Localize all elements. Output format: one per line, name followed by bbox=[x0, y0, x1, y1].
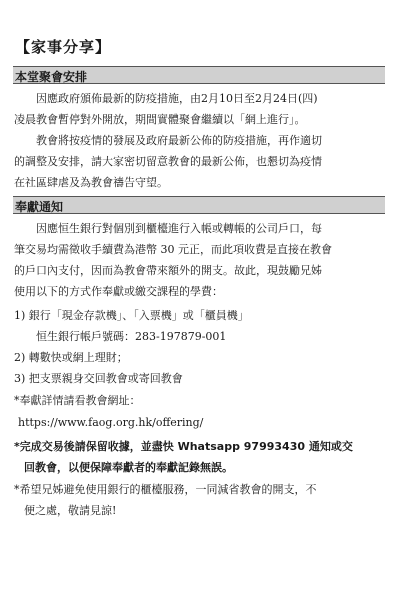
note-line: 便之處，敬請見諒! bbox=[24, 504, 117, 517]
payment-method-item: 1) 銀行「現金存款機」、「入票機」或「櫃員機」 bbox=[14, 309, 249, 322]
payment-method-item: 2) 轉數快或網上理財； bbox=[14, 351, 128, 364]
paragraph-line: 因應恒生銀行對個別到櫃檯進行入帳或轉帳的公司戶口，每 bbox=[36, 222, 322, 235]
paragraph-line: 使用以下的方式作奉獻或繳交課程的學費： bbox=[14, 285, 223, 298]
section-header-offering bbox=[13, 196, 385, 214]
section-header-gathering bbox=[13, 66, 385, 84]
paragraph-line: 的調整及安排，請大家密切留意教會的最新公佈，也懇切為疫情 bbox=[14, 155, 322, 168]
note-line: *奉獻詳情請看教會網址： bbox=[14, 394, 141, 407]
bank-account-number: 恒生銀行帳戶號碼：283-197879-001 bbox=[36, 330, 227, 343]
paragraph-line: 因應政府頒佈最新的防疫措施，由2月10日至2月24日(四) bbox=[36, 92, 318, 105]
note-line: *希望兄姊避免使用銀行的櫃檯服務，一同減省教會的開支，不 bbox=[14, 483, 317, 496]
section-heading: 本堂聚會安排 bbox=[15, 70, 88, 84]
paragraph-line: 凌晨教會暫停對外開放，期間實體聚會繼續以「網上進行」。 bbox=[14, 113, 306, 126]
important-note-line: 回教會，以便保障奉獻者的奉獻記錄無誤。 bbox=[24, 461, 233, 474]
paragraph-line: 教會將按疫情的發展及政府最新公佈的防疫措施，再作適切 bbox=[36, 134, 322, 147]
important-note-line: *完成交易後請保留收據，並盡快 Whatsapp 97993430 通知或交 bbox=[14, 440, 353, 453]
section-heading: 奉獻通知 bbox=[15, 200, 64, 214]
payment-method-item: 3) 把支票親身交回教會或寄回教會 bbox=[14, 372, 183, 385]
offering-url-link[interactable]: https://www.faog.org.hk/offering/ bbox=[18, 416, 204, 429]
paragraph-line: 筆交易均需徵收手續費為港幣 30 元正，而此項收費是直接在教會 bbox=[14, 243, 332, 256]
page-title: 【家事分享】 bbox=[15, 38, 112, 56]
paragraph-line: 的戶口內支付，因而為教會帶來額外的開支。故此，現鼓勵兄姊 bbox=[14, 264, 322, 277]
paragraph-line: 在社區肆虐及為教會禱告守望。 bbox=[14, 176, 168, 189]
